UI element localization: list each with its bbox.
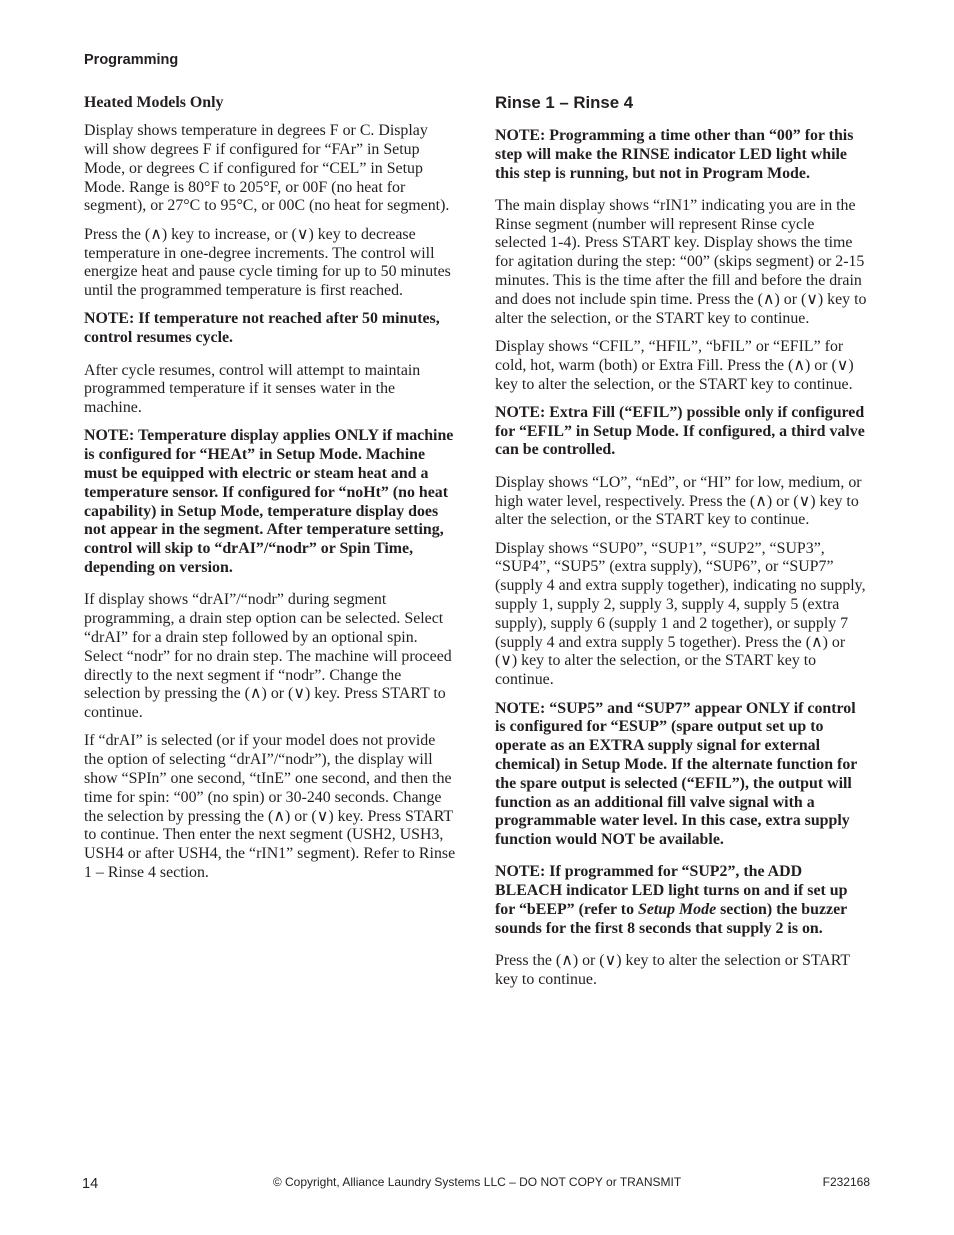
temperature-display-paragraph: Display shows temperature in degrees F or C. Display will show degrees F if configured for “FAr” in Setup Mode, or degrees C if configured for “CEL” in Setup Mode. Range is 80°F to 205°F, or 00F (no heat for segment), or 27°C to 95°C, or 00C (no heat for segment).: [84, 122, 450, 215]
bleach-note-text-end: section) the buzzer sounds for the first 8 seconds that supply 2 is on.: [495, 900, 847, 937]
supply-selection-paragraph: Display shows “SUP0”, “SUP1”, “SUP2”, “SUP3”, “SUP4”, “SUP5” (extra supply), “SUP6”, or “SUP7” (supply 4 and extra supply together), indicating no supply, supply 1, supply 2, supply 3, supply 4, supply 5 (extra supply), supply 6 (supply 1 and 2 together), or supply 7 (supply 4 and extra supply 5 together). Press the (∧) or (∨) key to alter the selection, or the START key to continue.: [495, 539, 866, 689]
right-column: [495, 93, 868, 999]
temperature-display-note: NOTE: Temperature display applies ONLY if machine is configured for “HEAt” in Setup Mode. Machine must be equipped with electric or steam heat and a temperature sensor. If configured for “noHt” (no heat capability) in Setup Mode, temperature display does not appear in the segment. After temperature setting, control will skip to “drAI”/“nodr” or Spin Time, depending on version.: [84, 427, 454, 577]
rinse-heading: Rinse 1 – Rinse 4: [495, 93, 634, 112]
bleach-note-text-start: NOTE: If programmed for “SUP2”, the ADD BLEACH indicator LED light turns on and if set up for “bEEP” (refer to: [495, 863, 848, 918]
left-column: [84, 94, 456, 892]
fill-type-paragraph: Display shows “CFIL”, “HFIL”, “bFIL” or “EFIL” for cold, hot, warm (both) or Extra Fill. Press the (∧) or (∨) key to alter the selection, or the START key to continue.: [495, 337, 854, 393]
extra-supply-note: NOTE: “SUP5” and “SUP7” appear ONLY if control is configured for “ESUP” (spare output set up to operate as an EXTRA supply signal for external chemical) in Setup Mode. If the alternate function for the spare output is selected (“EFIL”), the output will function as an additional fill valve signal with a programmable water level. In this case, extra supply function would NOT be available.: [495, 699, 858, 849]
document-id: F232168: [822, 1175, 870, 1189]
page-number: 14: [82, 1176, 99, 1192]
heated-models-heading: Heated Models Only: [84, 94, 224, 111]
bleach-buzzer-note: [495, 863, 868, 938]
rinse-led-note: NOTE: Programming a time other than “00” for this step will make the RINSE indicator LED light while this step is running, but not in Program Mode.: [495, 127, 854, 182]
rinse-time-paragraph: The main display shows “rIN1” indicating you are in the Rinse segment (number will represent Rinse cycle selected 1-4). Press START key. Display shows the time for agitation during the step: “00” (skips segment) or 2-15 minutes. This is the time after the fill and before the drain and does not include spin time. Press the (∧) or (∨) key to alter the selection, or the START key to continue.: [495, 196, 867, 327]
supply-continue-paragraph: Press the (∧) or (∨) key to alter the selection or START key to continue.: [495, 952, 850, 988]
temperature-timeout-note: NOTE: If temperature not reached after 50 minutes, control resumes cycle.: [84, 310, 440, 347]
spin-time-paragraph: If “drAI” is selected (or if your model does not provide the option of selecting “drAI”/“nodr”), the display will show “SPIn” one second, “tInE” one second, and then the time for spin: “00” (no spin) or 30-240 seconds. Change the selection by pressing the (∧) or (∨) key. Press START to continue. Then enter the next segment (USH2, USH3, USH4 or after USH4, the “rIN1” segment). Refer to Rinse 1 – Rinse 4 section.: [84, 732, 456, 881]
water-level-paragraph: Display shows “LO”, “nEd”, or “HI” for low, medium, or high water level, respectively. Press the (∧) or (∨) key to alter the selection, or the START key to continue.: [495, 473, 862, 529]
setup-mode-reference: Setup Mode: [637, 900, 717, 918]
page-header-section: Programming: [84, 52, 179, 68]
drain-step-paragraph: If display shows “drAI”/“nodr” during segment programming, a drain step option can be selected. Select “drAI” for a drain step followed by an optional spin. Select “nodr” for no drain step. The machine will proceed directly to the next segment if “nodr”. Change the selection by pressing the (∧) or (∨) key. Press START to continue.: [84, 591, 452, 722]
copyright-notice: © Copyright, Alliance Laundry Systems LLC – DO NOT COPY or TRANSMIT: [272, 1175, 682, 1189]
cycle-resume-paragraph: After cycle resumes, control will attempt to maintain programmed temperature if it senses water in the machine.: [84, 361, 421, 417]
extra-fill-note: NOTE: Extra Fill (“EFIL”) possible only if configured for “EFIL” in Setup Mode. If configured, a third valve can be controlled.: [495, 403, 865, 459]
temperature-adjust-paragraph: Press the (∧) key to increase, or (∨) key to decrease temperature in one-degree increments. The control will energize heat and pause cycle timing for up to 50 minutes until the programmed temperature is first reached.: [84, 225, 451, 300]
